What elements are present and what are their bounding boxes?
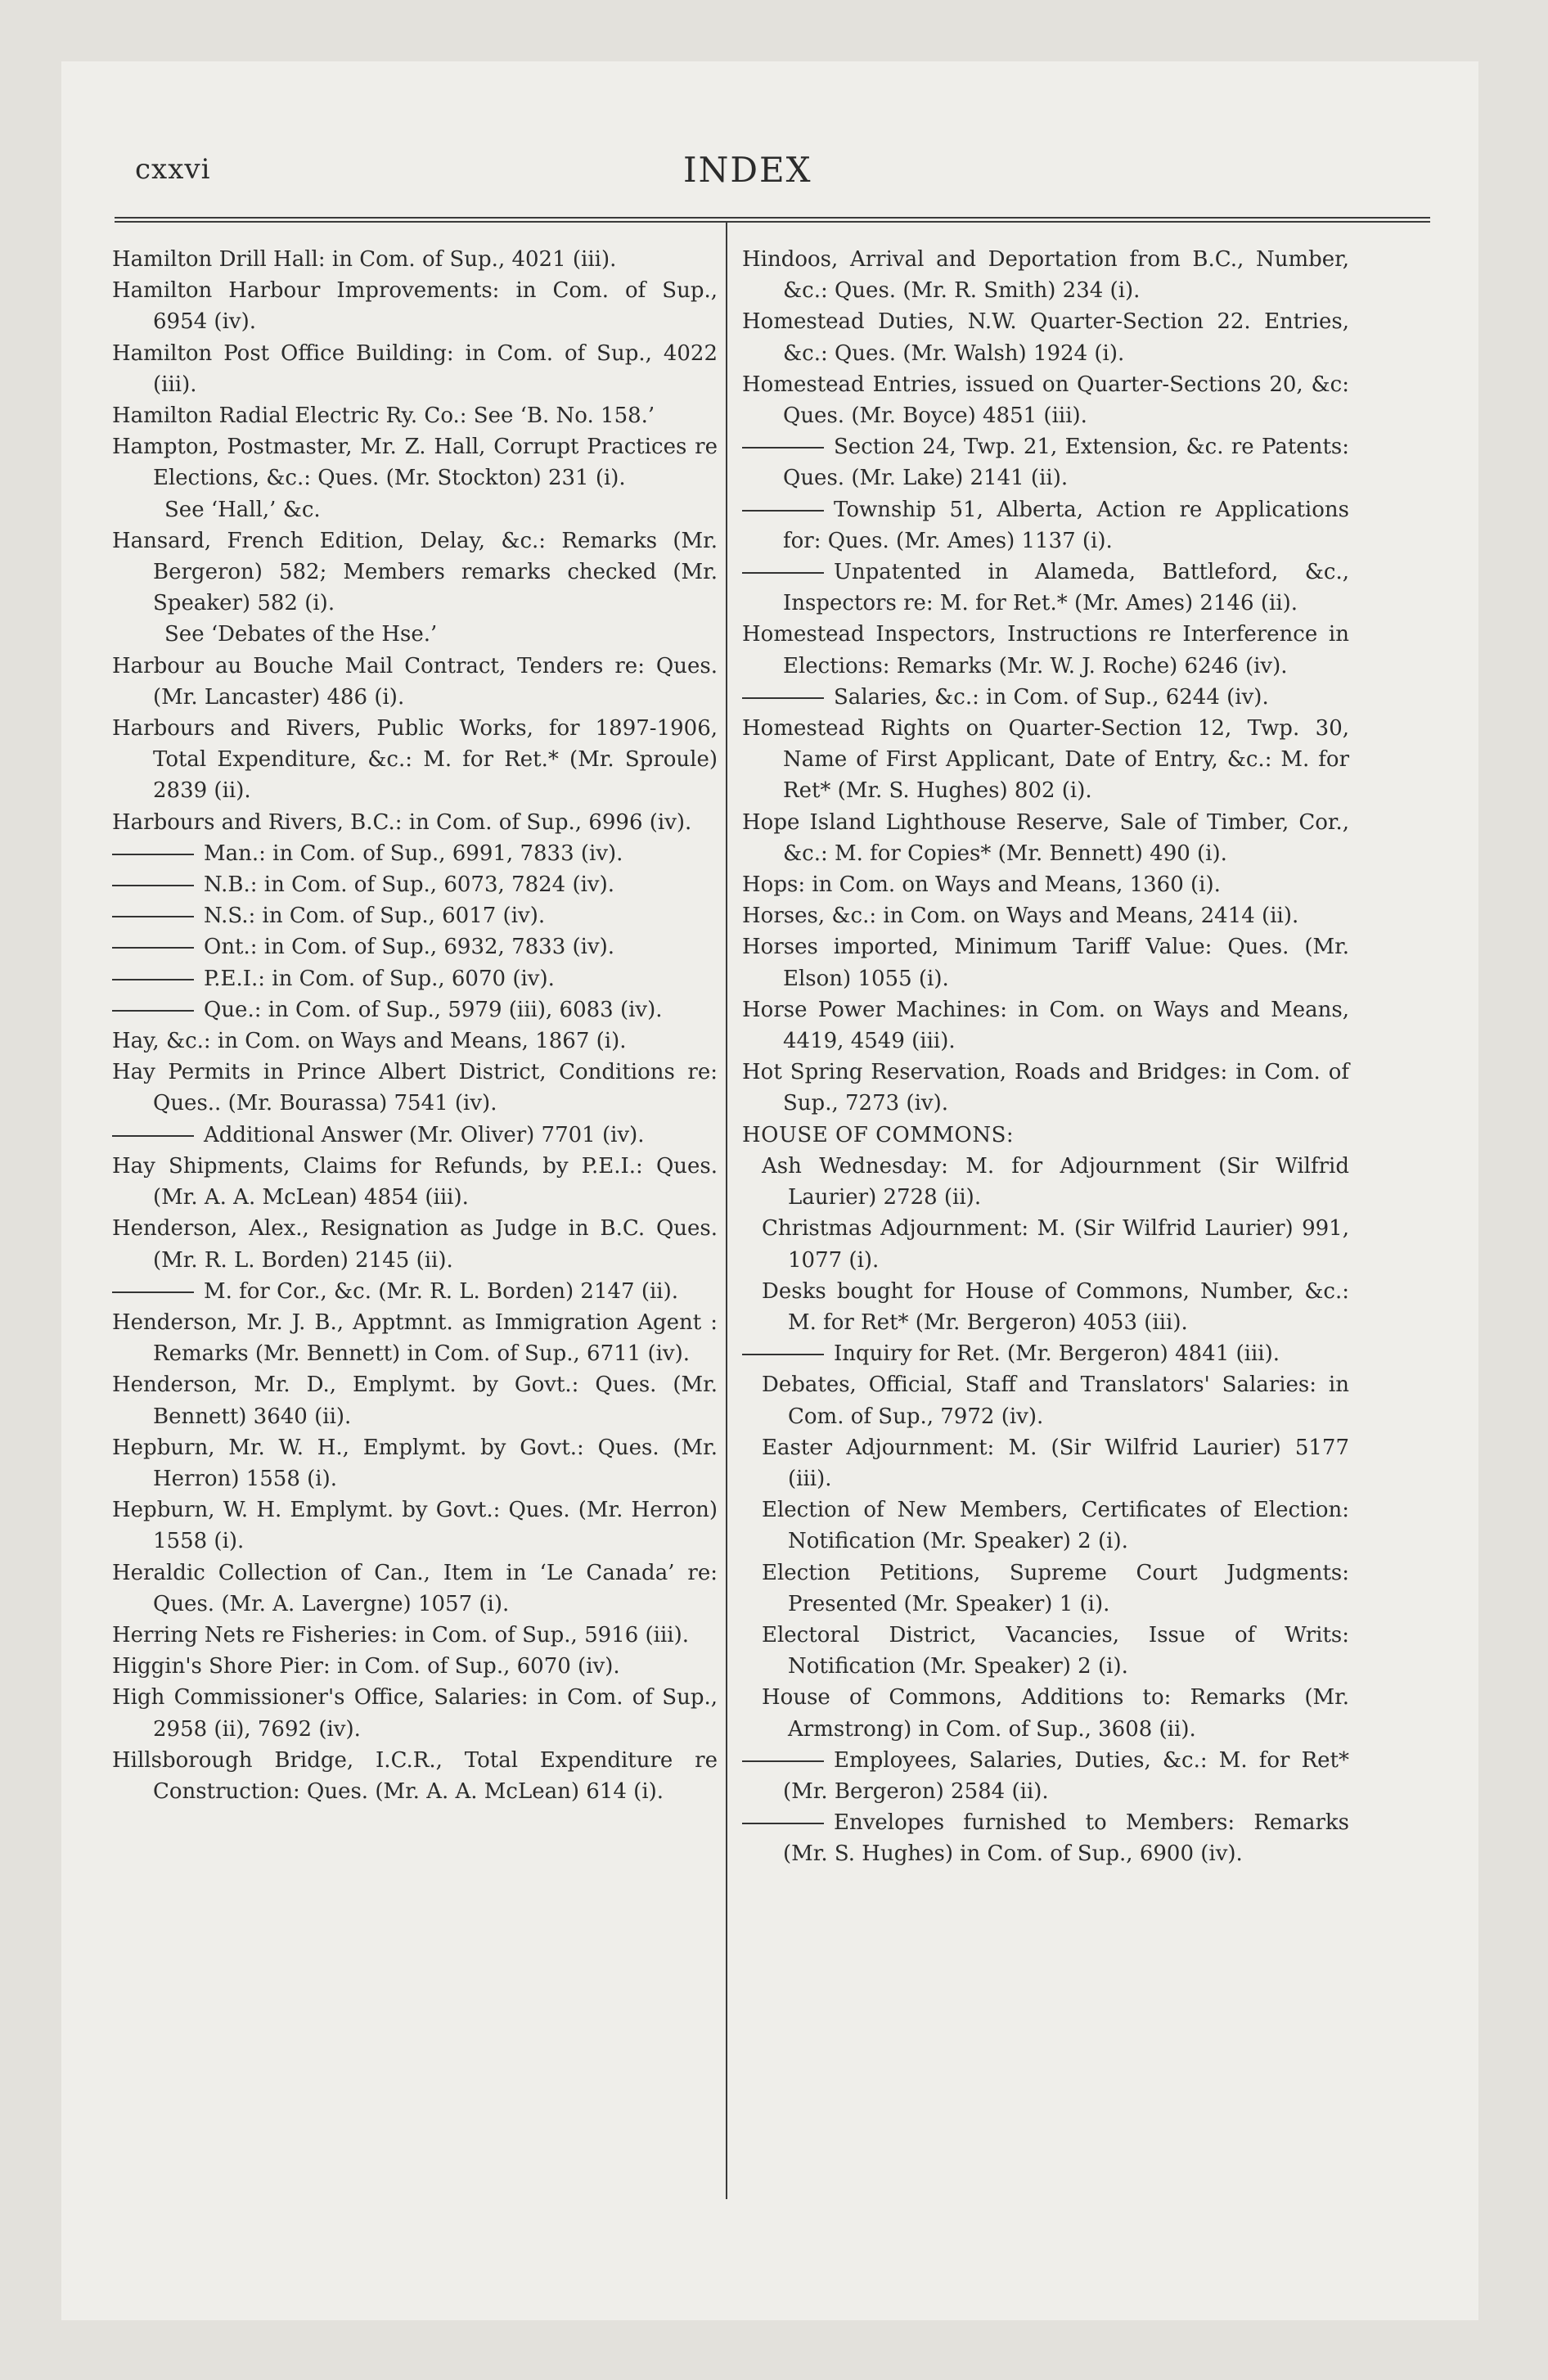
index-entry: Hot Spring Reservation, Roads and Bridges: in Com. of Sup., 7273 (iv). <box>742 1060 1349 1116</box>
index-subentry-text: Envelopes furnished to Members: Remarks (Mr. S. Hughes) in Com. of Sup., 6900 (iv). <box>783 1810 1349 1867</box>
index-subentry <box>112 931 718 962</box>
index-entry: Heraldic Collection of Can., Item in ‘Le Canada’ re: Ques. (Mr. A. Lavergne) 1057 (i). <box>112 1560 718 1616</box>
index-subentry <box>742 1807 1349 1869</box>
ditto-dash <box>742 572 824 574</box>
index-subentry <box>742 682 1349 713</box>
index-entry: Horses, &c.: in Com. on Ways and Means, 2414 (ii). <box>742 904 1299 929</box>
ditto-dash <box>112 947 194 949</box>
index-entry: Harbours and Rivers, B.C.: in Com. of Sup., 6996 (iv). <box>112 809 692 835</box>
index-subheading-entry: Ash Wednesday: M. for Adjournment (Sir Wilfrid Laurier) 2728 (ii). <box>762 1153 1349 1210</box>
index-subheading-entry: House of Commons, Additions to: Remarks (Mr. Armstrong) in Com. of Sup., 3608 (ii). <box>762 1685 1349 1742</box>
index-entry: Horse Power Machines: in Com. on Ways and Means, 4419, 4549 (iii). <box>742 997 1349 1054</box>
index-subentry <box>112 963 718 994</box>
index-entry: Hay, &c.: in Com. on Ways and Means, 1867 (i). <box>112 1029 627 1054</box>
index-entry: Homestead Entries, issued on Quarter-Sections 20, &c: Ques. (Mr. Boyce) 4851 (iii). <box>742 372 1349 429</box>
index-entry: Hansard, French Edition, Delay, &c.: Remarks (Mr. Bergeron) 582; Members remarks checked (Mr. Speaker) 582 (i). <box>112 528 718 616</box>
index-subentry <box>112 900 718 931</box>
index-subentry-text: Inquiry for Ret. (Mr. Bergeron) 4841 (iii). <box>834 1341 1280 1367</box>
index-subentry <box>742 1338 1349 1369</box>
index-subentry-text: N.B.: in Com. of Sup., 6073, 7824 (iv). <box>204 872 615 898</box>
index-entry: Harbours and Rivers, Public Works, for 1897-1906, Total Expenditure, &c.: M. for Ret.* (Mr. Sproule) 2839 (ii). <box>112 716 718 804</box>
index-subheading-entry: Electoral District, Vacancies, Issue of Writs: Notification (Mr. Speaker) 2 (i). <box>762 1622 1349 1679</box>
page-title: INDEX <box>683 150 812 190</box>
index-subentry-text: Que.: in Com. of Sup., 5979 (iii), 6083 (iv). <box>204 997 663 1022</box>
index-subentry <box>112 1276 718 1307</box>
index-subheading-entry: Christmas Adjournment: M. (Sir Wilfrid Laurier) 991, 1077 (i). <box>762 1216 1349 1273</box>
index-page <box>61 61 1478 2320</box>
ditto-dash <box>742 1354 824 1355</box>
index-entry: Henderson, Alex., Resignation as Judge in B.C. Ques. (Mr. R. L. Borden) 2145 (ii). <box>112 1216 718 1273</box>
index-entry: Hindoos, Arrival and Deportation from B.C., Number, &c.: Ques. (Mr. R. Smith) 234 (i). <box>742 247 1349 304</box>
ditto-dash <box>112 916 194 917</box>
index-subentry-text: Township 51, Alberta, Action re Applications for: Ques. (Mr. Ames) 1137 (i). <box>783 497 1349 553</box>
index-entry: Hamilton Harbour Improvements: in Com. of Sup., 6954 (iv). <box>112 278 718 335</box>
index-entry: Henderson, Mr. J. B., Apptmnt. as Immigration Agent : Remarks (Mr. Bennett) in Com. of Sup., 6711 (iv). <box>112 1309 718 1367</box>
index-subentry <box>742 1745 1349 1807</box>
index-entry: High Commissioner's Office, Salaries: in Com. of Sup., 2958 (ii), 7692 (iv). <box>112 1685 718 1742</box>
index-subentry-text: N.S.: in Com. of Sup., 6017 (iv). <box>204 904 546 929</box>
index-entry: Hillsborough Bridge, I.C.R., Total Expenditure re Construction: Ques. (Mr. A. A. McLean) 614 (i). <box>112 1747 718 1804</box>
index-entry: Hops: in Com. on Ways and Means, 1360 (i). <box>742 872 1221 898</box>
index-subentry <box>742 431 1349 494</box>
index-subentry-text: Employees, Salaries, Duties, &c.: M. for Ret* (Mr. Bergeron) 2584 (ii). <box>783 1747 1349 1804</box>
index-subheading-entry: Easter Adjournment: M. (Sir Wilfrid Laurier) 5177 (iii). <box>762 1435 1349 1491</box>
ditto-dash <box>742 697 824 699</box>
index-subentry <box>112 869 718 900</box>
left-column <box>112 244 718 1807</box>
index-subentry-text: P.E.I.: in Com. of Sup., 6070 (iv). <box>204 966 555 991</box>
index-subheading-entry: Debates, Official, Staff and Translators' Salaries: in Com. of Sup., 7972 (iv). <box>762 1373 1349 1429</box>
ditto-dash <box>742 447 824 449</box>
index-subentry <box>742 494 1349 557</box>
index-entry: Hepburn, Mr. W. H., Emplymt. by Govt.: Ques. (Mr. Herron) 1558 (i). <box>112 1435 718 1491</box>
index-entry: Hampton, Postmaster, Mr. Z. Hall, Corrupt Practices re Elections, &c.: Ques. (Mr. Stockton) 231 (i). <box>112 435 718 491</box>
index-entry: Harbour au Bouche Mail Contract, Tenders re: Ques. (Mr. Lancaster) 486 (i). <box>112 653 718 710</box>
index-subentry-text: Section 24, Twp. 21, Extension, &c. re Patents: Ques. (Mr. Lake) 2141 (ii). <box>783 435 1349 491</box>
ditto-dash <box>112 1010 194 1012</box>
index-subentry-text: Man.: in Com. of Sup., 6991, 7833 (iv). <box>204 841 623 866</box>
right-column <box>742 244 1349 1870</box>
index-entry: Homestead Duties, N.W. Quarter-Section 22. Entries, &c.: Ques. (Mr. Walsh) 1924 (i). <box>742 309 1349 366</box>
ditto-dash <box>742 510 824 512</box>
index-subentry <box>742 557 1349 619</box>
index-subheading-entry: Election Petitions, Supreme Court Judgments: Presented (Mr. Speaker) 1 (i). <box>762 1560 1349 1616</box>
header-rule <box>115 217 1430 223</box>
ditto-dash <box>112 854 194 855</box>
index-entry: Homestead Rights on Quarter-Section 12, Twp. 30, Name of First Applicant, Date of Entry, &c.: M. for Ret* (Mr. S. Hughes) 802 (i). <box>742 716 1349 804</box>
index-subentry <box>112 1120 718 1151</box>
index-entry: Hepburn, W. H. Emplymt. by Govt.: Ques. (Mr. Herron) 1558 (i). <box>112 1498 718 1554</box>
index-entry: Hamilton Post Office Building: in Com. of Sup., 4022 (iii). <box>112 340 718 397</box>
index-entry: Homestead Inspectors, Instructions re Interference in Elections: Remarks (Mr. W. J. Roche) 6246 (iv). <box>742 622 1349 678</box>
index-subentry-text: Ont.: in Com. of Sup., 6932, 7833 (iv). <box>204 935 615 960</box>
index-entry: Hay Shipments, Claims for Refunds, by P.E.I.: Ques. (Mr. A. A. McLean) 4854 (iii). <box>112 1153 718 1210</box>
ditto-dash <box>112 979 194 980</box>
index-subentry <box>112 838 718 869</box>
index-subheading-entry: Election of New Members, Certificates of Election: Notification (Mr. Speaker) 2 (i). <box>762 1498 1349 1554</box>
index-subentry <box>112 994 718 1025</box>
index-entry: Hamilton Radial Electric Ry. Co.: See ‘B. No. 158.’ <box>112 403 655 429</box>
index-subheading-entry: Desks bought for House of Commons, Number, &c.: M. for Ret* (Mr. Bergeron) 4053 (iii). <box>762 1278 1349 1335</box>
page-number: cxxvi <box>135 153 211 186</box>
index-section-heading: HOUSE OF COMMONS: <box>742 1122 1015 1147</box>
index-entry: Higgin's Shore Pier: in Com. of Sup., 6070 (iv). <box>112 1654 620 1679</box>
index-entry: Henderson, Mr. D., Emplymt. by Govt.: Ques. (Mr. Bennett) 3640 (ii). <box>112 1373 718 1429</box>
index-subentry-text: Unpatented in Alameda, Battleford, &c., Inspectors re: M. for Ret.* (Mr. Ames) 2146 (ii). <box>783 560 1349 616</box>
column-divider <box>726 222 727 2199</box>
index-subentry-text: Salaries, &c.: in Com. of Sup., 6244 (iv). <box>834 684 1269 710</box>
ditto-dash <box>112 1135 194 1137</box>
index-subentry-text: M. for Cor., &c. (Mr. R. L. Borden) 2147 (ii). <box>204 1278 679 1304</box>
index-see-reference: See ‘Hall,’ &c. <box>164 497 321 522</box>
index-subentry-text: Additional Answer (Mr. Oliver) 7701 (iv). <box>204 1122 645 1147</box>
index-entry: Herring Nets re Fisheries: in Com. of Sup., 5916 (iii). <box>112 1622 690 1648</box>
ditto-dash <box>112 885 194 886</box>
ditto-dash <box>112 1291 194 1293</box>
index-entry: Hay Permits in Prince Albert District, Conditions re: Ques.. (Mr. Bourassa) 7541 (iv). <box>112 1060 718 1116</box>
ditto-dash <box>742 1760 824 1762</box>
index-entry: Hope Island Lighthouse Reserve, Sale of Timber, Cor., &c.: M. for Copies* (Mr. Bennett) 490 (i). <box>742 809 1349 866</box>
index-see-reference: See ‘Debates of the Hse.’ <box>164 622 438 647</box>
index-entry: Horses imported, Minimum Tariff Value: Ques. (Mr. Elson) 1055 (i). <box>742 935 1349 991</box>
ditto-dash <box>742 1823 824 1824</box>
index-entry: Hamilton Drill Hall: in Com. of Sup., 4021 (iii). <box>112 247 617 272</box>
